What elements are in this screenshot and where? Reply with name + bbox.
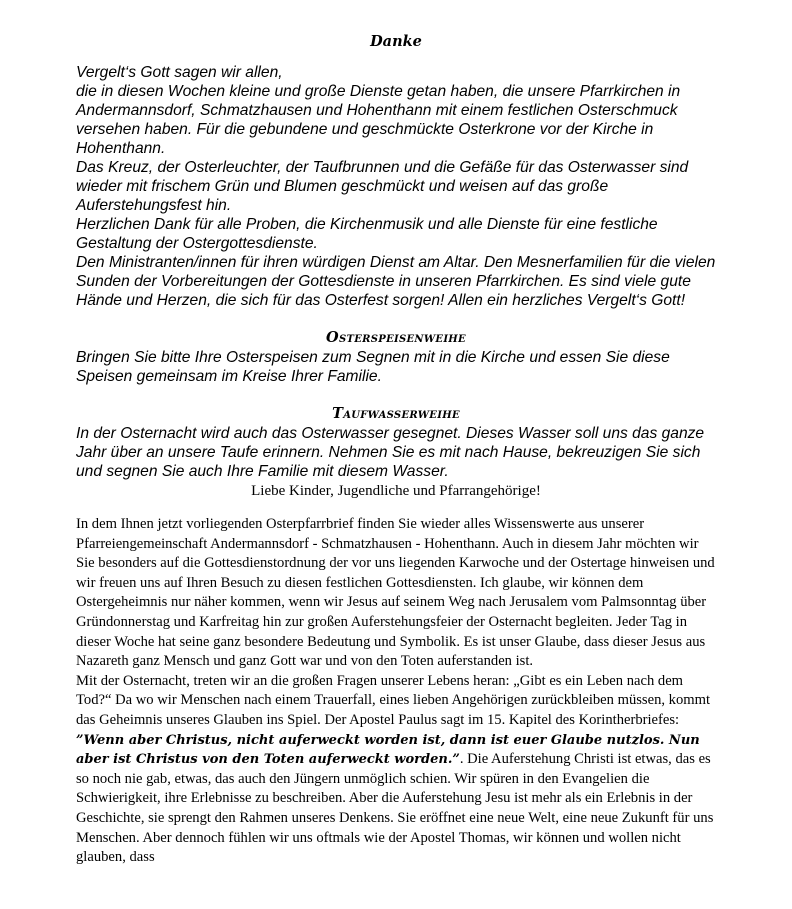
osterspeisenweihe-text: Bringen Sie bitte Ihre Osterspeisen zum Segnen mit in die Kirche und essen Sie diese Speisen gemeinsam im Kreise Ihrer Familie.: [76, 349, 670, 385]
taufwasserweihe-heading: Taufwasserweihe: [332, 405, 460, 422]
taufwasserweihe-text: In der Osternacht wird auch das Osterwasser gesegnet. Dieses Wasser soll uns das ganze Jahr über an unsere Taufe erinnern. Nehmen Sie es mit nach Hause, bekreuzigen Sie sich und segnen Sie auch Ihre Familie mit diesem Wasser.: [76, 425, 705, 480]
osterspeisenweihe-section: [76, 328, 716, 386]
danke-paragraph: Den Ministranten/innen für ihren würdigen Dienst am Altar. Den Mesnerfamilien für die vielen Sunden der Vorbereitungen der Gottesdienste in unseren Pfarrkirchen. Es sind viele gute Hände und Herzen, die sich für das Osterfest sorgen! Allen ein herzliches Vergelt‘s Gott!: [76, 254, 716, 309]
taufwasserweihe-section: [76, 404, 716, 481]
danke-paragraph: Herzlichen Dank für alle Proben, die Kirchenmusik und alle Dienste für eine festliche Gestaltung der Ostergottesdienste.: [76, 216, 658, 252]
letter-body: [76, 515, 716, 868]
danke-paragraph: die in diesen Wochen kleine und große Dienste getan haben, die unsere Pfarrkirchen in Andermannsdorf, Schmatzhausen und Hohenthann mit einem festlichen Osterschmuck versehen haben. Für die gebundene und geschmückte Osterkrone vor der Kirche in Hohenthann.: [76, 83, 681, 157]
danke-paragraph: Vergelt‘s Gott sagen wir allen,: [76, 64, 283, 81]
corinthians-quote: ”Wenn aber Christus, nicht auferweckt worden ist, dann ist euer Glaube nutzlos. Nun aber ist Christus von den Toten auferweckt worden.”: [76, 732, 700, 768]
letter-greeting: Liebe Kinder, Jugendliche und Pfarrangehörige!: [251, 483, 541, 499]
pfarrbrief-page: [76, 32, 716, 868]
letter-paragraph-1: In dem Ihnen jetzt vorliegenden Osterpfarrbrief finden Sie wieder alles Wissenswerte aus unserer Pfarreiengemeinschaft Andermannsdorf - Schmatzhausen - Hohenthann. Auch in diesem Jahr möchten wir Sie besonders auf die Gottesdienstordnung der vor uns liegenden Karwoche und der Ostertage hinweisen und wir freuen uns auf Ihren Besuch zu diesen festlichen Gottesdiensten. Ich glaube, wir können dem Ostergeheimnis nur näher kommen, wenn wir Jesus auf seinem Weg nach Jerusalem vom Palmsonntag über Gründonnerstag und Karfreitag hin zur großen Auferstehungsfeier der Osternacht begleiten. Jeder Tag in dieser Woche hat seine ganz besondere Bedeutung und Symbolik. Es ist unser Glaube, dass dieser Jesus aus Nazareth ganz Mensch und ganz Gott war und von den Toten auferstanden ist.: [76, 516, 715, 670]
letter-paragraph-2-start: Mit der Osternacht, treten wir an die großen Fragen unserer Lebens heran: „Gibt es ein Leben nach dem Tod?“ Da wo wir Menschen nach einem Trauerfall, eines lieben Angehörigen zurückbleiben müssen, kommt das Geheimnis unseres Glauben ins Spiel. Der Apostel Paulus sagt im 15. Kapitel des Korintherbriefes:: [76, 672, 711, 728]
letter-paragraph-2: [76, 672, 716, 868]
danke-section: [76, 32, 716, 310]
letter-paragraph-2-end: . Die Auferstehung Christi ist etwas, das es so noch nie gab, etwas, das auch den Jüngern unmöglich schien. Wir spüren in den Evangelien die Schwierigkeit, ihre Erlebnisse zu beschreiben. Aber die Auferstehung Jesu ist mehr als ein Erlebnis in der Geschichte, sie sprengt den Rahmen unseres Denkens. Sie eröffnet eine neue Welt, eine neue Zukunft für uns Menschen. Aber dennoch fühlen wir uns oftmals wie der Apostel Thomas, wir können und wollen nicht glauben, dass: [76, 751, 714, 866]
danke-paragraph: Das Kreuz, der Osterleuchter, der Taufbrunnen und die Gefäße für das Osterwasser sind wieder mit frischem Grün und Blumen geschmückt und weisen auf das große Auferstehungsfest hin.: [76, 159, 689, 214]
danke-text: [76, 63, 716, 310]
osterspeisenweihe-heading: Osterspeisenweihe: [326, 329, 466, 346]
danke-heading: Danke: [370, 33, 422, 50]
